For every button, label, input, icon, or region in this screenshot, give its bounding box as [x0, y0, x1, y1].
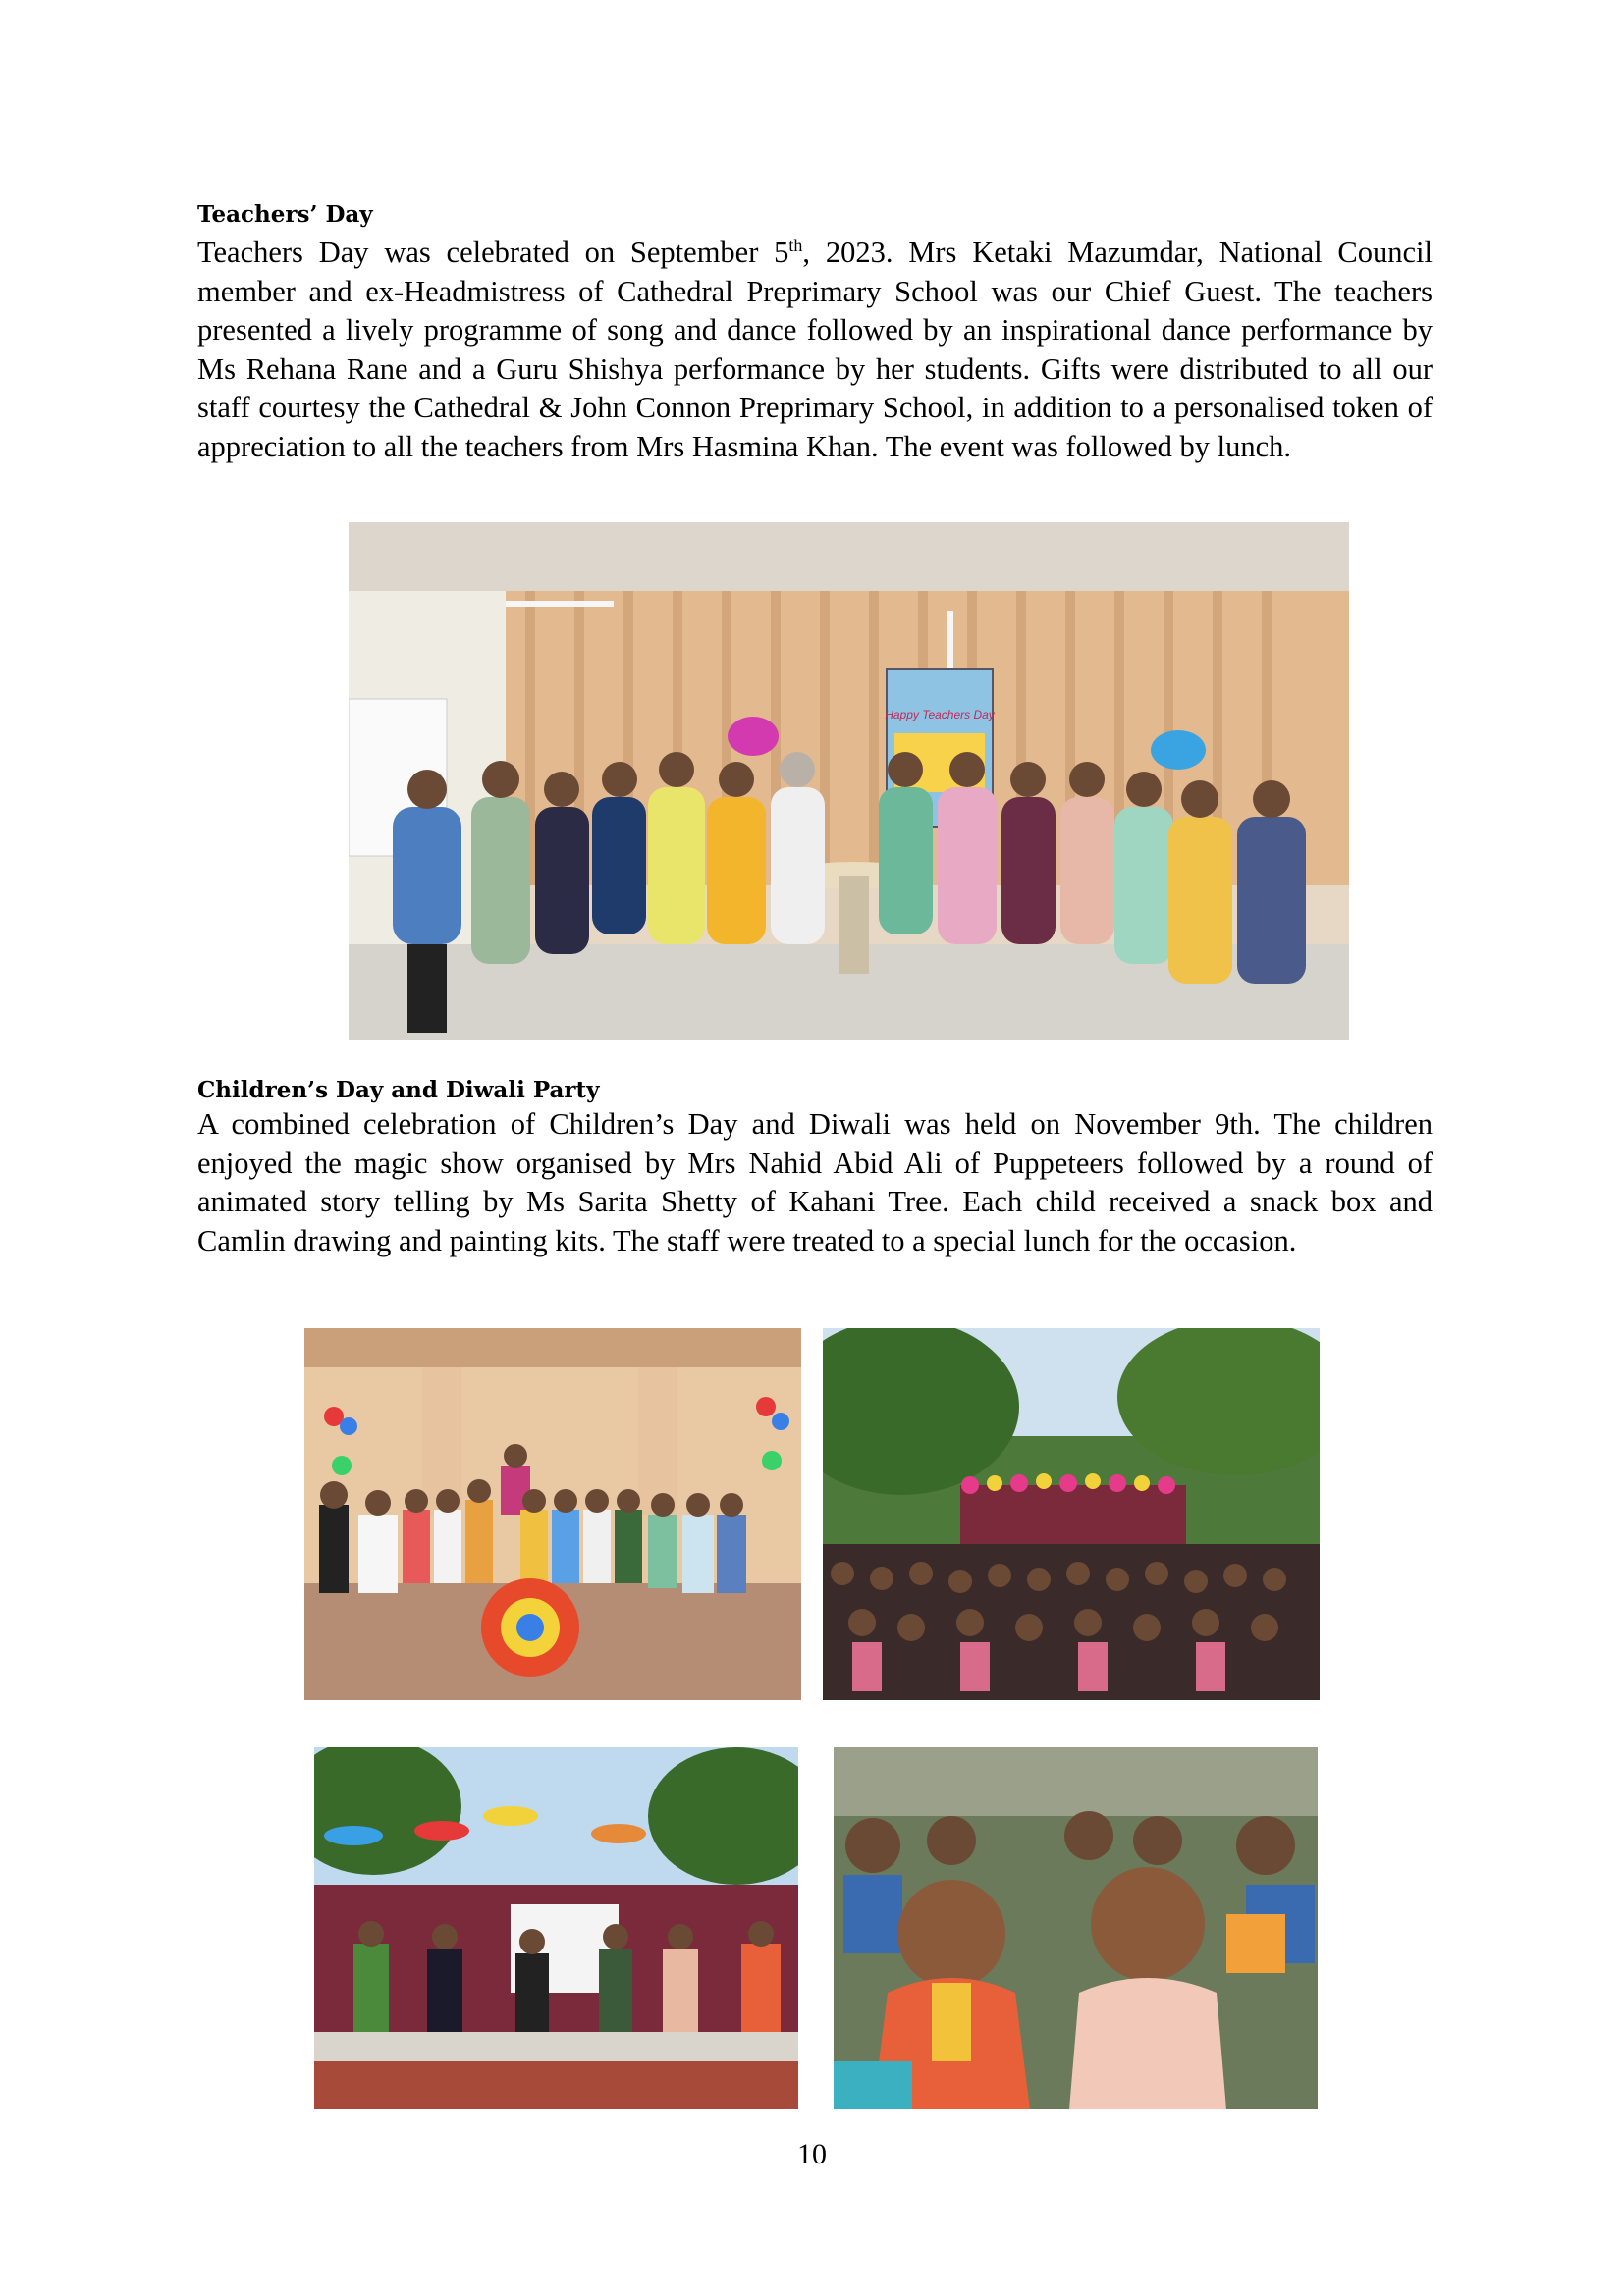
paragraph-text-part2: , 2023. Mrs Ketaki Mazumdar, National Council member and ex-Headmistress of Cathedral Preprimary School was our Chief Guest. The teachers presented a lively programme of song and dance followed by an inspirational dance performance by Ms Rehana Rane and a Guru Shishya performance by her students. Gifts were distributed to all our staff courtesy the Cathedral & John Connon Preprimary School, in addition to a personalised token of appreciation to all the teachers from Mrs Hasmina Khan. The event was followed by lunch.	[197, 236, 1433, 463]
photo-children-rangoli	[304, 1328, 801, 1700]
page-number: 10	[797, 2138, 827, 2170]
paragraph-childrens-day: A combined celebration of Children’s Day and Diwali was held on November 9th. The children enjoyed the magic show organised by Mrs Nahid Abid Ali of Puppeteers followed by a round of animated story telling by Ms Sarita Shetty of Kahani Tree. Each child received a snack box and Camlin drawing and painting kits. The staff were treated to a special lunch for the occasion.	[197, 1107, 1433, 1257]
photo-children-closeup	[834, 1747, 1318, 2109]
poster-text: Happy Teachers Day	[885, 708, 995, 721]
photo-teachers-day-group	[349, 522, 1349, 1040]
section-heading-childrens-day: Children’s Day and Diwali Party	[197, 1077, 600, 1103]
ordinal-superscript: th	[788, 236, 803, 255]
section-heading-teachers-day: Teachers’ Day	[197, 201, 373, 228]
photo-stage-performance	[314, 1747, 798, 2109]
photo-garden-audience	[823, 1328, 1320, 1700]
paragraph-teachers-day	[197, 227, 1433, 466]
paragraph-text-part1: Teachers Day was celebrated on September 5	[197, 236, 789, 270]
